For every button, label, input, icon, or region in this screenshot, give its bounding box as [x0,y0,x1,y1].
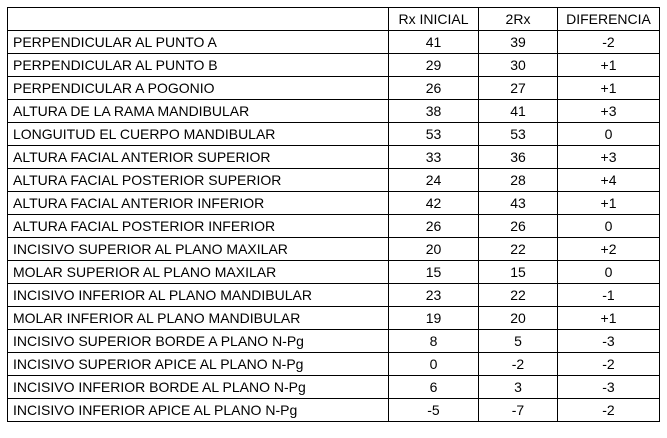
table-row [8,54,660,77]
rx-inicial-value: 33 [389,146,479,169]
rx-inicial-value: 15 [389,261,479,284]
rx2-value: 26 [479,215,558,238]
rx2-value: 27 [479,77,558,100]
rx2-value: 3 [479,376,558,399]
rx2-value: 39 [479,31,558,54]
diferencia-value: 0 [558,215,660,238]
measurement-label: ALTURA DE LA RAMA MANDIBULAR [8,100,389,123]
table-row [8,77,660,100]
header-rx-inicial: Rx INICIAL [389,8,479,31]
diferencia-value: +1 [558,307,660,330]
measurements-table-container [7,7,659,422]
diferencia-value: +3 [558,146,660,169]
rx-inicial-value: 26 [389,215,479,238]
table-row [8,261,660,284]
table-row [8,192,660,215]
measurement-label: MOLAR SUPERIOR AL PLANO MAXILAR [8,261,389,284]
diferencia-value: 0 [558,261,660,284]
diferencia-value: +1 [558,192,660,215]
rx-inicial-value: 29 [389,54,479,77]
diferencia-value: 0 [558,123,660,146]
rx-inicial-value: 0 [389,353,479,376]
table-row [8,307,660,330]
table-row [8,399,660,422]
diferencia-value: -3 [558,330,660,353]
table-row [8,284,660,307]
rx2-value: 22 [479,284,558,307]
diferencia-value: -3 [558,376,660,399]
measurement-label: ALTURA FACIAL ANTERIOR SUPERIOR [8,146,389,169]
rx2-value: 28 [479,169,558,192]
rx2-value: -2 [479,353,558,376]
rx2-value: 20 [479,307,558,330]
measurement-label: LONGUITUD EL CUERPO MANDIBULAR [8,123,389,146]
table-body [8,31,660,422]
rx-inicial-value: -5 [389,399,479,422]
diferencia-value: -1 [558,284,660,307]
measurement-label: INCISIVO SUPERIOR APICE AL PLANO N-Pg [8,353,389,376]
rx-inicial-value: 20 [389,238,479,261]
table-row [8,31,660,54]
measurement-label: INCISIVO INFERIOR AL PLANO MANDIBULAR [8,284,389,307]
measurement-label: INCISIVO SUPERIOR AL PLANO MAXILAR [8,238,389,261]
table-row [8,330,660,353]
table-row [8,215,660,238]
diferencia-value: -2 [558,399,660,422]
rx2-value: 22 [479,238,558,261]
rx-inicial-value: 26 [389,77,479,100]
rx2-value: 53 [479,123,558,146]
rx2-value: 15 [479,261,558,284]
header-2rx: 2Rx [479,8,558,31]
table-row [8,146,660,169]
rx2-value: 36 [479,146,558,169]
diferencia-value: -2 [558,353,660,376]
diferencia-value: +4 [558,169,660,192]
measurement-label: ALTURA FACIAL POSTERIOR SUPERIOR [8,169,389,192]
diferencia-value: +2 [558,238,660,261]
measurement-label: ALTURA FACIAL ANTERIOR INFERIOR [8,192,389,215]
measurement-label: INCISIVO INFERIOR APICE AL PLANO N-Pg [8,399,389,422]
header-measurement [8,8,389,31]
diferencia-value: -2 [558,31,660,54]
rx-inicial-value: 38 [389,100,479,123]
rx-inicial-value: 19 [389,307,479,330]
rx-inicial-value: 53 [389,123,479,146]
measurement-label: PERPENDICULAR A POGONIO [8,77,389,100]
diferencia-value: +1 [558,54,660,77]
table-row [8,238,660,261]
table-row [8,169,660,192]
header-diferencia: DIFERENCIA [558,8,660,31]
rx2-value: 41 [479,100,558,123]
table-row [8,123,660,146]
table-header-row [8,8,660,31]
measurements-table [7,7,660,422]
rx2-value: 43 [479,192,558,215]
rx-inicial-value: 6 [389,376,479,399]
measurement-label: PERPENDICULAR AL PUNTO B [8,54,389,77]
table-row [8,353,660,376]
measurement-label: INCISIVO INFERIOR BORDE AL PLANO N-Pg [8,376,389,399]
rx-inicial-value: 8 [389,330,479,353]
diferencia-value: +1 [558,77,660,100]
table-row [8,376,660,399]
rx2-value: 30 [479,54,558,77]
measurement-label: INCISIVO SUPERIOR BORDE A PLANO N-Pg [8,330,389,353]
measurement-label: PERPENDICULAR AL PUNTO A [8,31,389,54]
measurement-label: MOLAR INFERIOR AL PLANO MANDIBULAR [8,307,389,330]
rx-inicial-value: 41 [389,31,479,54]
rx-inicial-value: 42 [389,192,479,215]
rx-inicial-value: 23 [389,284,479,307]
rx-inicial-value: 24 [389,169,479,192]
rx2-value: -7 [479,399,558,422]
diferencia-value: +3 [558,100,660,123]
measurement-label: ALTURA FACIAL POSTERIOR INFERIOR [8,215,389,238]
rx2-value: 5 [479,330,558,353]
table-row [8,100,660,123]
